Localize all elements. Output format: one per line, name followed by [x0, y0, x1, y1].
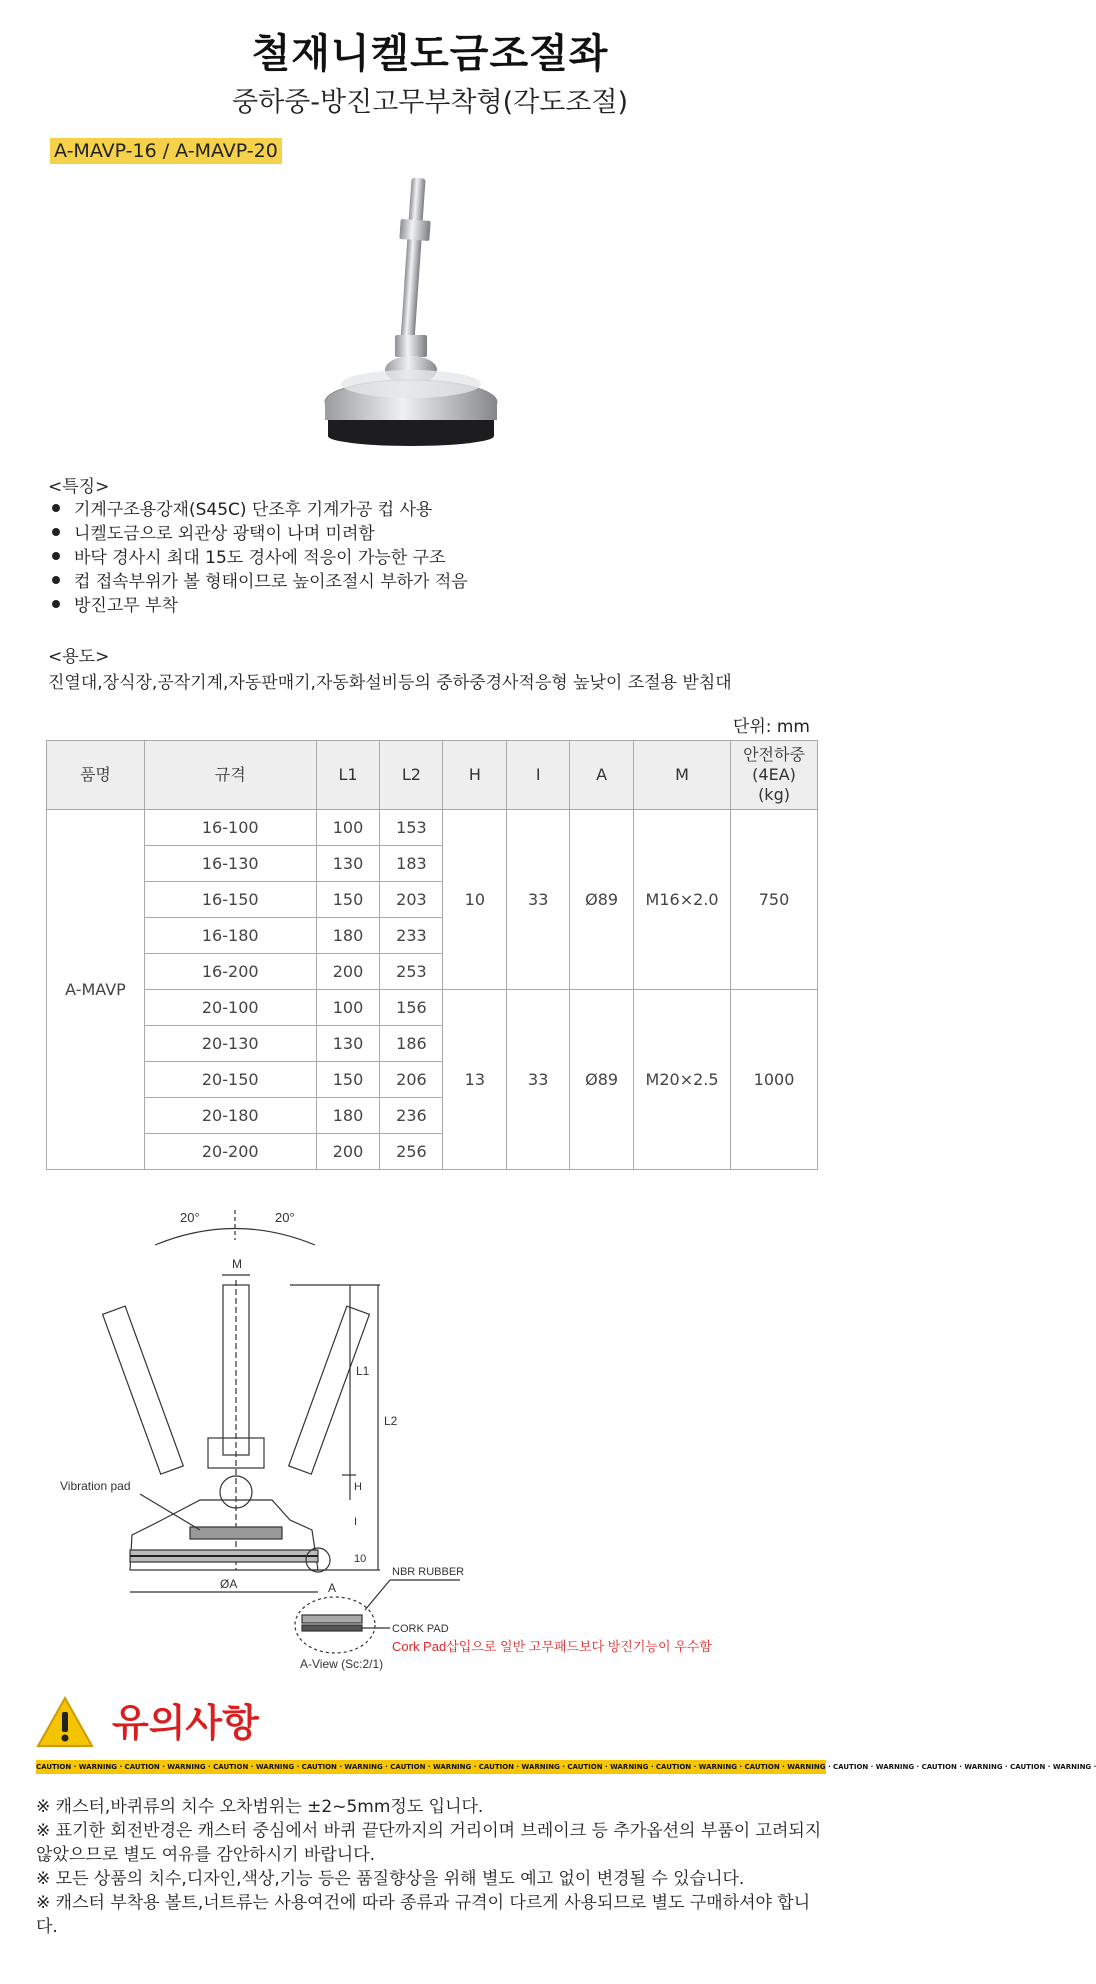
spec-cell: 20-130	[144, 1026, 316, 1062]
header-l1: L1	[316, 741, 380, 810]
l1-cell: 200	[316, 1134, 380, 1170]
table-row	[47, 810, 818, 846]
header-m: M	[634, 741, 731, 810]
bullet-icon	[52, 504, 60, 512]
l2-cell: 183	[380, 846, 443, 882]
bullet-icon	[52, 576, 60, 584]
product-name-cell: A-MAVP	[47, 810, 145, 1170]
angle-left-label: 20°	[180, 1210, 200, 1225]
h-cell: 13	[443, 990, 507, 1170]
l2-cell: 156	[380, 990, 443, 1026]
ten-label: 10	[354, 1553, 367, 1565]
l1-cell: 100	[316, 810, 380, 846]
l1-cell: 200	[316, 954, 380, 990]
spec-cell: 16-100	[144, 810, 316, 846]
l1-cell: 100	[316, 990, 380, 1026]
l2-cell: 256	[380, 1134, 443, 1170]
l2-label: L2	[384, 1414, 398, 1428]
spec-cell: 20-150	[144, 1062, 316, 1098]
model-tag: A-MAVP-16 / A-MAVP-20	[50, 138, 282, 164]
h-label: H	[354, 1481, 362, 1493]
header-spec: 규격	[144, 741, 316, 810]
technical-drawing	[60, 1200, 820, 1670]
m-label: M	[232, 1257, 242, 1271]
feature-item: 방진고무 부착	[52, 594, 468, 618]
l2-cell: 153	[380, 810, 443, 846]
spec-cell: 16-200	[144, 954, 316, 990]
i-cell: 33	[507, 810, 570, 990]
i-cell: 33	[507, 990, 570, 1170]
table-row	[47, 990, 818, 1026]
vibration-pad-label: Vibration pad	[60, 1479, 131, 1493]
note-item: ※ 표기한 회전반경은 캐스터 중심에서 바퀴 끝단까지의 거리이며 브레이크 등 추가옵션의 부품이 고려되지 않았으므로 별도 여유를 감안하시기 바랍니다.	[36, 1821, 822, 1865]
product-image	[320, 170, 500, 470]
l2-cell: 186	[380, 1026, 443, 1062]
vibration-pad-leader	[140, 1494, 200, 1530]
angle-arc	[155, 1229, 315, 1246]
detail-rubber	[302, 1615, 362, 1623]
load-cell: 750	[731, 810, 818, 990]
nbr-rubber-label: NBR RUBBER	[392, 1566, 465, 1578]
l1-cell: 130	[316, 1026, 380, 1062]
header-l2: L2	[380, 741, 443, 810]
header-h: H	[443, 741, 507, 810]
i-label: I	[354, 1516, 358, 1528]
note-item: ※ 캐스터,바퀴류의 치수 오차범위는 ±2~5mm정도 입니다.	[36, 1797, 484, 1817]
spec-cell: 16-130	[144, 846, 316, 882]
bullet-icon	[52, 552, 60, 560]
angle-right-label: 20°	[275, 1210, 295, 1225]
a-cell: Ø89	[570, 810, 634, 990]
l1-label: L1	[356, 1364, 370, 1378]
l2-cell: 233	[380, 918, 443, 954]
unit-label: 단위: mm	[732, 717, 810, 737]
usage-text: 진열대,장식장,공작기계,자동판매기,자동화설비등의 중하중경사적응형 높낮이 조절용 받침대	[48, 673, 732, 693]
spec-table	[46, 740, 818, 1170]
header-load: 안전하중 (4EA) (kg)	[731, 741, 818, 810]
spec-cell: 20-180	[144, 1098, 316, 1134]
l1-cell: 150	[316, 882, 380, 918]
m-cell: M20×2.5	[634, 990, 731, 1170]
feature-item: 바닥 경사시 최대 15도 경사에 적응이 가능한 구조	[52, 546, 468, 570]
warning-icon	[36, 1695, 94, 1749]
note-item: ※ 캐스터 부착용 볼트,너트류는 사용여건에 따라 종류과 규격이 다르게 사용되므로 별도 구매하셔야 합니다.	[36, 1893, 811, 1937]
a-view-label: A-View (Sc:2/1)	[300, 1657, 384, 1671]
spec-cell: 16-150	[144, 882, 316, 918]
feature-item: 니켈도금으로 외관상 광택이 나며 미려함	[52, 522, 468, 546]
cork-note: Cork Pad삽입으로 일반 고무패드보다 방진기능이 우수함	[392, 1639, 712, 1654]
page-subtitle: 중하중-방진고무부착형(각도조절)	[232, 87, 628, 118]
features-list	[52, 498, 468, 618]
vibration-pad-shape	[190, 1527, 282, 1539]
caution-title: 유의사항	[112, 1701, 259, 1745]
a-label: A	[328, 1581, 337, 1595]
rod-tilted-right	[289, 1306, 370, 1474]
caution-notes	[36, 1795, 826, 1939]
l1-cell: 180	[316, 918, 380, 954]
header-i: I	[507, 741, 570, 810]
header-name: 품명	[47, 741, 145, 810]
note-item: ※ 모든 상품의 치수,디자인,색상,기능 등은 품질향상을 위해 별도 예고 없이 변경될 수 있습니다.	[36, 1869, 745, 1889]
page-title: 철재니켈도금조절좌	[251, 31, 609, 77]
spec-cell: 16-180	[144, 918, 316, 954]
a-cell: Ø89	[570, 990, 634, 1170]
spec-cell: 20-100	[144, 990, 316, 1026]
h-cell: 10	[443, 810, 507, 990]
features-heading: <특징>	[48, 477, 110, 497]
warning-strip: CAUTION · WARNING · CAUTION · WARNING · CAUTION · WARNING · CAUTION · WARNING · CAUTION · WARNING · CAUTION · WARNING · CAUTION · WARNING · CAUTION · WARNING · CAUTION · WARNING · CAUTION · WARNING · CAUTION · WARNING · CAUTION · WARNING ·	[36, 1760, 826, 1774]
feature-item: 기계구조용강재(S45C) 단조후 기계가공 컵 사용	[52, 498, 468, 522]
l1-cell: 180	[316, 1098, 380, 1134]
l2-cell: 206	[380, 1062, 443, 1098]
cork-pad-label: CORK PAD	[392, 1623, 449, 1635]
rod-tilted-left	[103, 1306, 184, 1474]
bullet-icon	[52, 600, 60, 608]
m-cell: M16×2.0	[634, 810, 731, 990]
header-a: A	[570, 741, 634, 810]
spec-cell: 20-200	[144, 1134, 316, 1170]
l2-cell: 253	[380, 954, 443, 990]
detail-cork	[302, 1625, 362, 1631]
load-cell: 1000	[731, 990, 818, 1170]
l1-cell: 130	[316, 846, 380, 882]
table-header-row	[47, 741, 818, 810]
bullet-icon	[52, 528, 60, 536]
nbr-leader	[365, 1580, 390, 1610]
usage-heading: <용도>	[48, 647, 110, 667]
l2-cell: 236	[380, 1098, 443, 1134]
l2-cell: 203	[380, 882, 443, 918]
feature-item: 컵 접속부위가 볼 형태이므로 높이조절시 부하가 적음	[52, 570, 468, 594]
a-dim-label: ØA	[220, 1577, 238, 1591]
l1-cell: 150	[316, 1062, 380, 1098]
